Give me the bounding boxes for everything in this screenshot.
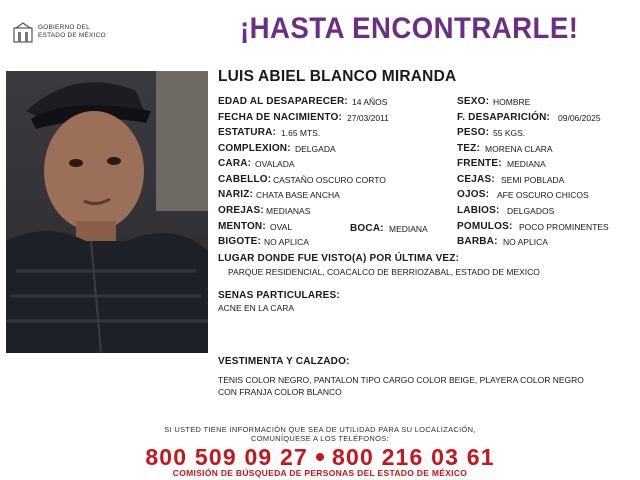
field-label: NARIZ:	[218, 189, 254, 200]
last-seen-label: LUGAR DONDE FUE VISTO(A) POR ÚLTIMA VEZ:	[218, 253, 460, 264]
field-value: NO APLICA	[503, 237, 548, 247]
footer-commission: COMISIÓN DE BÚSQUEDA DE PERSONAS DEL ESTADO DE MÉXICO	[172, 468, 468, 478]
field-value: OVALADA	[255, 159, 295, 169]
field-value: POCO PROMINENTES	[519, 222, 609, 232]
missing-person-photo	[6, 71, 208, 353]
field-peso	[457, 127, 526, 138]
field-boca	[350, 223, 428, 234]
field-label: FECHA DE NACIMIENTO:	[218, 112, 342, 123]
field-value: HOMBRE	[493, 97, 531, 107]
field-label: CARA:	[218, 158, 252, 169]
clothing-line2: CON FRANJA COLOR BLANCO	[218, 387, 342, 397]
field-nariz	[218, 189, 340, 200]
state-emblem-icon	[12, 22, 34, 44]
field-label: FRENTE:	[457, 158, 502, 169]
field-pomulos	[457, 221, 609, 232]
field-label: EDAD AL DESAPARECER:	[218, 96, 348, 107]
field-sexo	[457, 96, 531, 107]
field-label: PESO:	[457, 127, 490, 138]
field-value: OVAL	[270, 222, 293, 232]
field-label: POMULOS:	[457, 221, 513, 232]
field-label: SEXO:	[457, 96, 490, 107]
marks-value: ACNE EN LA CARA	[218, 303, 295, 313]
field-label: MENTON:	[218, 221, 266, 232]
field-edad	[218, 96, 388, 107]
field-value: NO APLICA	[264, 237, 309, 247]
field-label: BOCA:	[350, 223, 384, 234]
field-fecha-desaparicion	[457, 112, 601, 123]
field-barba	[457, 236, 548, 247]
last-seen-value: PARQUE RESIDENCIAL, COACALCO DE BERRIOZABAL, ESTADO DE MEXICO	[228, 267, 540, 277]
field-frente	[457, 158, 546, 169]
field-label: ESTATURA:	[218, 127, 277, 138]
field-fecha-nacimiento	[218, 112, 389, 123]
field-ojos	[457, 189, 589, 200]
field-label: LABIOS:	[457, 205, 500, 216]
field-label: OREJAS:	[218, 205, 264, 216]
phone-number-1[interactable]: 800 509 09 27	[145, 444, 308, 470]
field-value: 09/06/2025	[558, 113, 601, 123]
field-estatura	[218, 127, 321, 138]
field-label: CABELLO:	[218, 174, 272, 185]
person-name: LUIS ABIEL BLANCO MIRANDA	[218, 68, 457, 85]
field-cejas	[457, 174, 565, 185]
contact-note-line1: SI USTED TIENE INFORMACIÓN QUE SEA DE UTILIDAD PARA SU LOCALIZACIÓN,	[164, 425, 476, 434]
headline: ¡HASTA ENCONTRARLE!	[240, 12, 579, 45]
bullet-separator	[316, 453, 324, 461]
field-value: 27/03/2011	[347, 113, 389, 123]
field-value: 55 KGS.	[493, 128, 526, 138]
field-cara	[218, 158, 295, 169]
field-value: MEDIANA	[389, 224, 428, 234]
field-label: TEZ:	[457, 143, 481, 154]
phone-numbers	[0, 444, 640, 471]
field-value: AFE OSCURO CHICOS	[497, 190, 589, 200]
person-photo-illustration	[6, 71, 208, 353]
field-complexion	[218, 143, 336, 154]
field-label: COMPLEXION:	[218, 143, 291, 154]
government-logo	[12, 22, 122, 46]
field-labios	[457, 205, 555, 216]
field-value: MEDIANA	[507, 159, 546, 169]
field-value: MORENA CLARA	[485, 144, 553, 154]
field-value: DELGADOS	[507, 206, 555, 216]
contact-note-line2: COMUNÍQUESE A LOS TELÉFONOS:	[251, 434, 389, 443]
phone-number-2[interactable]: 800 216 03 61	[332, 444, 495, 470]
field-label: CEJAS:	[457, 174, 495, 185]
field-value: 1.65 MTS.	[281, 128, 321, 138]
marks-label: SENAS PARTICULARES:	[218, 290, 340, 301]
field-tez	[457, 143, 553, 154]
field-cabello	[218, 174, 386, 185]
field-label: BIGOTE:	[218, 236, 262, 247]
field-orejas	[218, 205, 311, 216]
field-value: DELGADA	[295, 144, 336, 154]
clothing-label: VESTIMENTA Y CALZADO:	[218, 356, 350, 367]
clothing-line1: TENIS COLOR NEGRO, PANTALON TIPO CARGO COLOR BEIGE, PLAYERA COLOR NEGRO	[218, 375, 584, 385]
field-value: CASTAÑO OSCURO CORTO	[273, 175, 386, 185]
logo-line1: GOBIERNO DEL	[38, 24, 90, 31]
field-value: 14 AÑOS	[352, 97, 388, 107]
field-label: OJOS:	[457, 189, 490, 200]
field-label: BARBA:	[457, 236, 498, 247]
field-bigote	[218, 236, 309, 247]
field-value: CHATA BASE ANCHA	[256, 190, 340, 200]
field-value: MEDIANAS	[266, 206, 311, 216]
logo-line2: ESTADO DE MÉXICO	[38, 32, 106, 39]
field-value: SEMI POBLADA	[501, 175, 565, 185]
field-label: F. DESAPARICIÓN:	[457, 112, 551, 123]
field-menton	[218, 221, 293, 232]
